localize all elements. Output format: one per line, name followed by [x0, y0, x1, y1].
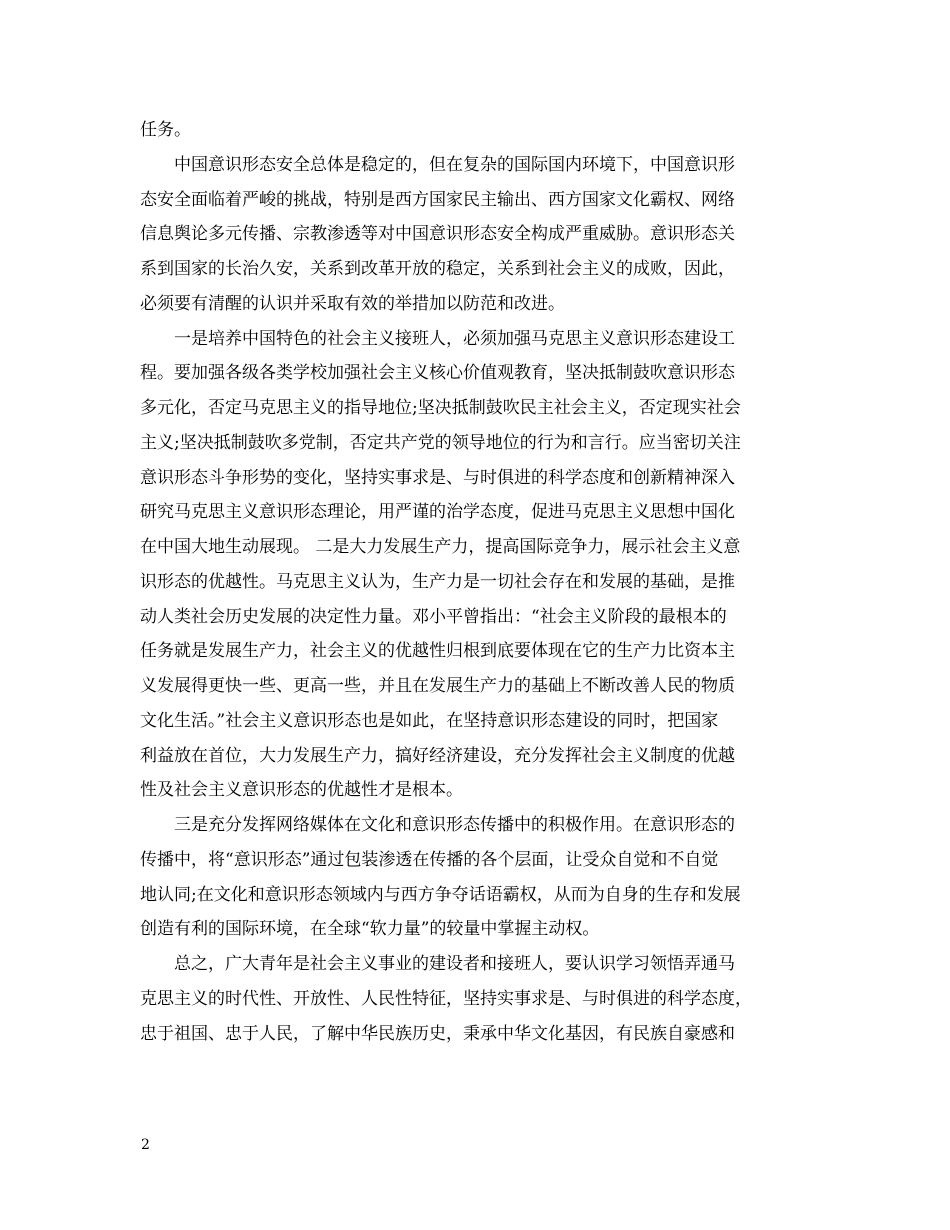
- text-line: 意识形态斗争形势的变化，坚持实事求是、与时俱进的科学态度和创新精神深入: [140, 467, 735, 488]
- text-line: 在中国大地生动展现。 二是大力发展生产力，提高国际竞争力，展示社会主义意: [140, 537, 741, 557]
- text-line: 动人类社会历史发展的决定性力量。邓小平曾指出：“社会主义阶段的最根本的: [140, 606, 727, 627]
- page-number: 2: [141, 1137, 150, 1153]
- text-line: 义发展得更快一些、更高一些，并且在发展生产力的基础上不断改善人民的物质: [140, 676, 735, 696]
- text-line: 忠于祖国、忠于人民，了解中华民族历史，秉承中华文化基因，有民族自豪感和: [140, 1023, 735, 1044]
- text-line: 多元化，否定马克思主义的指导地位;坚决抵制鼓吹民主社会主义，否定现实社会: [140, 398, 741, 418]
- text-line: 系到国家的长治久安，关系到改革开放的稳定，关系到社会主义的成败，因此，: [140, 259, 735, 279]
- text-line: 主义;坚决抵制鼓吹多党制，否定共产党的领导地位的行为和言行。应当密切关注: [140, 432, 741, 453]
- text-line: 传播中，将“意识形态”通过包装渗透在传播的各个层面，让受众自觉和不自觉: [140, 849, 719, 870]
- text-line: 程。要加强各级各类学校加强社会主义核心价值观教育，坚决抵制鼓吹意识形态: [140, 363, 735, 384]
- text-line: 一是培养中国特色的社会主义接班人，必须加强马克思主义意识形态建设工: [174, 328, 735, 349]
- text-line: 识形态的优越性。马克思主义认为，生产力是一切社会存在和发展的基础，是推: [140, 571, 735, 592]
- text-line: 必须要有清醒的认识并采取有效的举措加以防范和改进。: [140, 293, 565, 314]
- text-line: 总之，广大青年是社会主义事业的建设者和接班人，要认识学习领悟弄通马: [174, 954, 735, 974]
- text-line: 态安全面临着严峻的挑战，特别是西方国家民主输出、西方国家文化霸权、网络: [140, 189, 735, 210]
- text-line: 中国意识形态安全总体是稳定的，但在复杂的国际国内环境下，中国意识形: [174, 154, 735, 175]
- text-line: 克思主义的时代性、开放性、人民性特征，坚持实事求是、与时俱进的科学态度，: [140, 988, 752, 1009]
- text-line: 信息舆论多元传播、宗教渗透等对中国意识形态安全构成严重威胁。意识形态关: [140, 224, 735, 245]
- body-text: [140, 113, 812, 1051]
- text-line: 性及社会主义意识形态的优越性才是根本。: [140, 780, 463, 801]
- text-line: 利益放在首位，大力发展生产力，搞好经济建设，充分发挥社会主义制度的优越: [140, 745, 735, 766]
- text-line: 任务就是发展生产力，社会主义的优越性归根到底要体现在它的生产力比资本主: [140, 641, 735, 662]
- text-line: 三是充分发挥网络媒体在文化和意识形态传播中的积极作用。在意识形态的: [174, 815, 735, 835]
- text-line: 创造有利的国际环境，在全球“软力量”的较量中掌握主动权。: [140, 919, 600, 940]
- text-line: 研究马克思主义意识形态理论，用严谨的治学态度，促进马克思主义思想中国化: [140, 502, 735, 523]
- text-line: 任务。: [140, 120, 191, 140]
- text-line: 文化生活。”社会主义意识形态也是如此，在坚持意识形态建设的同时，把国家: [140, 710, 719, 731]
- text-line: 地认同;在文化和意识形态领域内与西方争夺话语霸权，从而为自身的生存和发展: [140, 884, 741, 905]
